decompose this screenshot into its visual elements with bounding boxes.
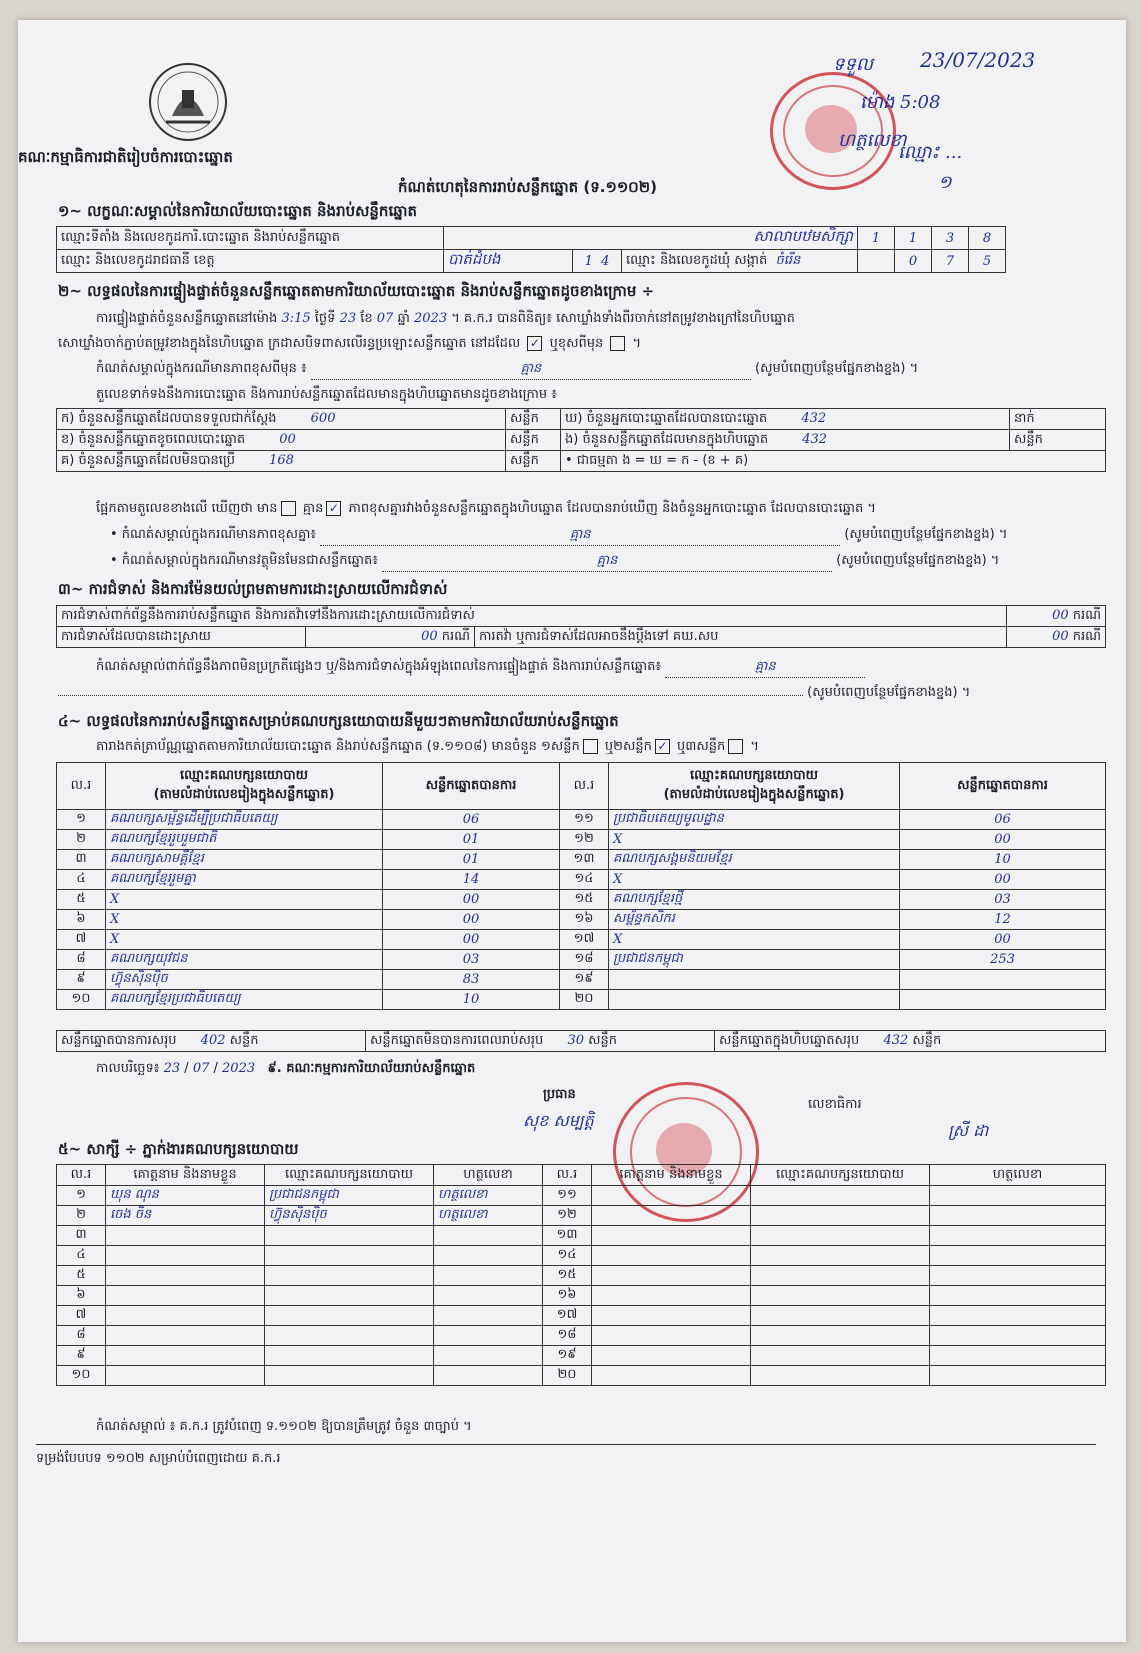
witness-signature: [930, 1186, 1106, 1206]
row-number: ៤: [57, 1246, 106, 1266]
table-row: [57, 830, 1106, 850]
row-number: ១៤: [560, 870, 609, 890]
table-row: [57, 1246, 1106, 1266]
in-box-count: 432: [802, 431, 828, 447]
witness-name: [106, 1226, 265, 1246]
party-votes: 03: [383, 950, 560, 970]
witness-signature: [930, 1346, 1106, 1366]
party-votes: [900, 990, 1106, 1010]
row-number: ៤: [57, 870, 106, 890]
witness-party: [751, 1286, 930, 1306]
table-row: [57, 1186, 1106, 1206]
has-difference-checkbox[interactable]: [281, 501, 296, 516]
province-label: ឈ្មោះ និងលេខកូដរាជធានី ខេត្ត: [57, 250, 444, 273]
party-name: សម្ព័ន្ធកសិករ: [609, 910, 900, 930]
row-number: ៨: [57, 950, 106, 970]
witness-name: [592, 1306, 751, 1326]
witness-party: [265, 1346, 434, 1366]
witness-signature: [434, 1306, 543, 1326]
party-votes: 12: [900, 910, 1106, 930]
secretary-label: លេខាធិការ: [808, 1097, 862, 1112]
table-row: ការជំទាស់ពាក់ព័ន្ធនឹងការរាប់សន្លឹកឆ្នោត និងការតវ៉ាទៅនឹងការដោះស្រាយលើការជំទាស់ 00 ករណី: [57, 606, 1106, 627]
party-votes: 01: [383, 830, 560, 850]
witness-signature: [930, 1326, 1106, 1346]
row-number: ១៣: [560, 850, 609, 870]
witness-signature: [434, 1246, 543, 1266]
witness-name: [592, 1266, 751, 1286]
party-name: X: [609, 930, 900, 950]
table-row: [57, 950, 1106, 970]
witness-table: [56, 1164, 1106, 1386]
row-number: ៥: [57, 890, 106, 910]
difference-note: កំណត់សម្គាល់ក្នុងករណីមានភាពខុសពីមុន ៖ គ្មាន (សូមបំពេញបន្ថែមផ្នែកខាងខ្នង) ។: [96, 360, 918, 380]
party-name: ប្រជាជនកម្ពុជា: [609, 950, 900, 970]
witness-name: [592, 1366, 751, 1386]
party-name: [609, 990, 900, 1010]
witness-signature: [434, 1366, 543, 1386]
witness-party: [751, 1366, 930, 1386]
stamp-name: ឈ្មោះ ...: [898, 142, 963, 163]
footer-text: ទម្រង់បែបបទ ១១០២ សម្រាប់បំពេញដោយ គ.ក.រ: [36, 1451, 281, 1466]
row-number: ១២: [543, 1206, 592, 1226]
total-in-box: 432: [883, 1032, 909, 1048]
nec-emblem-icon: [146, 60, 230, 144]
commune-code-1: 0: [895, 250, 932, 273]
table-row: [57, 1266, 1106, 1286]
witness-signature: [434, 1286, 543, 1306]
table-row: [57, 1306, 1106, 1326]
three-sheet-checkbox[interactable]: [728, 739, 743, 754]
witness-party: [265, 1326, 434, 1346]
row-number: ១: [57, 1186, 106, 1206]
witness-party: ហ៊្វុនស៊ិនប៉ិច: [265, 1206, 434, 1226]
party-name: ប្រជាធិបតេយ្យមូលដ្ឋាន: [609, 810, 900, 830]
row-number: ៨: [57, 1326, 106, 1346]
party-name: X: [609, 830, 900, 850]
witness-signature: [930, 1246, 1106, 1266]
witness-signature: [434, 1326, 543, 1346]
province-name: បាត់ដំបង: [444, 250, 573, 273]
stamp-time: ម៉ោង 5:08: [860, 92, 941, 113]
verification-line2: សោឃ្លាំងចាក់ភ្ជាប់តម្រូវខាងក្នុងនៃហិបឆ្នោត ក្រដាសបិទពាសលើរន្ធប្រឡោះសន្លឹកឆ្នោត នៅដដែល ✓ ឬខុសពីមុន ។: [58, 336, 642, 351]
table-row: [57, 810, 1106, 830]
witness-name: [592, 1346, 751, 1366]
table-row: [57, 890, 1106, 910]
verify-month: 07: [376, 311, 394, 326]
copies-note: កំណត់សម្គាល់ ៖ គ.ក.រ ត្រូវបំពេញ ទ.១១០២ ឱ្យបានត្រឹមត្រូវ ចំនួន ៣ច្បាប់ ។: [96, 1419, 472, 1434]
table-row: [57, 930, 1106, 950]
chair-signature: សុខ សម្បត្តិ: [523, 1111, 594, 1130]
party-votes: 00: [900, 830, 1106, 850]
witness-party: ប្រជាជនកម្ពុជា: [265, 1186, 434, 1206]
party-votes: 00: [900, 870, 1106, 890]
witness-party: [265, 1306, 434, 1326]
party-name: គណបក្សខ្មែររួបរួមជាតិ: [106, 830, 383, 850]
table-row: [57, 1326, 1106, 1346]
table-row: [57, 870, 1106, 890]
commune-code-2: 7: [932, 250, 969, 273]
row-number: ១: [57, 810, 106, 830]
row-number: ១១: [560, 810, 609, 830]
table-row: [57, 990, 1106, 1010]
difference-bullet-value: គ្មាន: [320, 526, 840, 546]
section1-table: [56, 226, 1006, 273]
witness-party: [265, 1366, 434, 1386]
section2-title: ២~ លទ្ធផលនៃការផ្ទៀងផ្ទាត់ចំនួនសន្លឹកឆ្នោតតាមការិយាល័យបោះឆ្នោត និងរាប់សន្លឹកឆ្នោតដូចខាងក្រោម ÷: [58, 282, 655, 300]
witness-name: [592, 1326, 751, 1346]
resolved-count: 00: [421, 628, 438, 644]
objection-hint: (សូមបំពេញបន្ថែមផ្នែកខាងខ្នង) ។: [58, 684, 970, 703]
verify-time: 3:15: [281, 311, 311, 326]
foreign-object-bullet: • កំណត់សម្គាល់ក្នុងករណីមានវត្ថុមិនមែនជាសន្លឹកឆ្នោត៖ គ្មាន (សូមបំពេញបន្ថែមផ្នែកខាងខ្នង) ។: [110, 552, 999, 572]
appeal-count: 00: [1052, 628, 1069, 644]
party-votes: 00: [383, 910, 560, 930]
witness-party: [265, 1226, 434, 1246]
row-number: ៩: [57, 1346, 106, 1366]
form-title: កំណត់ហេតុនៃការរាប់សន្លឹកឆ្នោត (ទ.១១០២): [398, 178, 658, 196]
row-number: ១៦: [560, 910, 609, 930]
party-name: គណបក្សខ្មែរថ្មី: [609, 890, 900, 910]
party-name: X: [609, 870, 900, 890]
station-code-3: 3: [932, 227, 969, 250]
station-label: ឈ្មោះទីតាំង និងលេខកូដការិ.បោះឆ្នោត និងរាប់សន្លឹកឆ្នោត: [57, 227, 444, 250]
row-number: ២០: [543, 1366, 592, 1386]
objection-note-value: គ្មាន: [665, 658, 865, 678]
received-count: 600: [310, 410, 336, 426]
station-name: សាលាបឋមសិក្សា: [444, 227, 858, 250]
party-name: គណបក្សសង្គមនិយមខ្មែរ: [609, 850, 900, 870]
results-header-row: ល.រ ឈ្មោះគណបក្សនយោបាយ (តាមលំដាប់លេខរៀងក្នុងសន្លឹកឆ្នោត) សន្លឹកឆ្នោតបានការ ល.រ ឈ្មោះគណបក្សនយោបាយ (តាមលំដាប់លេខរៀងក្នុងសន្លឹកឆ្នោត) សន្លឹកឆ្នោតបានការ: [57, 763, 1106, 810]
table-row: [57, 910, 1106, 930]
section1-title: ១~ លក្ខណៈសម្គាល់នៃការិយាល័យបោះឆ្នោត និងរាប់សន្លឹកឆ្នោត: [58, 202, 418, 220]
table-row: ខ) ចំនួនសន្លឹកឆ្នោតខូចពេលបោះឆ្នោត 00 សន្លឹក ង) ចំនួនសន្លឹកឆ្នោតដែលមានក្នុងហិបឆ្នោត 432 សន្លឹក: [57, 430, 1106, 451]
witness-party: [265, 1246, 434, 1266]
witness-party: [751, 1246, 930, 1266]
signing-date: កាលបរិច្ឆេទ៖ 23 / 07 / 2023 ៩. គណៈកម្មការការិយាល័យរាប់សន្លឹកឆ្នោត: [96, 1061, 476, 1076]
different-checkbox[interactable]: [610, 336, 625, 351]
party-votes: 14: [383, 870, 560, 890]
row-number: ១៥: [560, 890, 609, 910]
witness-party: [751, 1306, 930, 1326]
total-valid: 402: [200, 1032, 226, 1048]
row-number: ១៨: [560, 950, 609, 970]
witness-name: [106, 1326, 265, 1346]
section3-title: ៣~ ការជំទាស់ និងការម៉ែនយល់ព្រមតាមការដោះស្រាយលើការជំទាស់: [58, 580, 448, 598]
row-number: ៣: [57, 850, 106, 870]
party-name: X: [106, 930, 383, 950]
table-row: ការជំទាស់ដែលបានដោះស្រាយ 00 ករណី ការតវ៉ា ឬការជំទាស់ដែលអាចនឹងប្តឹងទៅ គឃ.សប 00 ករណី: [57, 627, 1106, 648]
stamp-signature: ហត្ថលេខា: [838, 130, 907, 151]
two-sheet-checkbox[interactable]: ✓: [655, 739, 670, 754]
table-row: [57, 1226, 1106, 1246]
party-votes: [900, 970, 1106, 990]
table-row: [57, 1366, 1106, 1386]
row-number: ១៣: [543, 1226, 592, 1246]
row-number: ១៩: [560, 970, 609, 990]
table-row: [57, 227, 1006, 250]
difference-note-value: គ្មាន: [311, 360, 751, 380]
party-votes: 253: [900, 950, 1106, 970]
difference-bullet: • កំណត់សម្គាល់ក្នុងករណីមានភាពខុសគ្នា៖ គ្មាន (សូមបំពេញបន្ថែមផ្នែកខាងខ្នង) ។: [110, 526, 1007, 546]
row-number: ១៥: [543, 1266, 592, 1286]
witness-signature: [930, 1286, 1106, 1306]
objection-note: កំណត់សម្គាល់ពាក់ព័ន្ធនឹងភាពមិនប្រក្រតីផ្សេងៗ ឬ/និងការជំទាស់ក្នុងអំឡុងពេលនៃការផ្ទៀងផ្ទាត់ និងការរាប់សន្លឹកឆ្នោត៖ គ្មាន: [96, 658, 865, 678]
witness-name: [106, 1346, 265, 1366]
row-number: ៣: [57, 1226, 106, 1246]
table-row: សន្លឹកឆ្នោតបានការសរុប 402 សន្លឹក សន្លឹកឆ្នោតមិនបានការពេលរាប់សរុប 30 សន្លឹក សន្លឹកឆ្នោតក្នុងហិបឆ្នោតសរុប 432 សន្លឹក: [57, 1031, 1106, 1052]
party-name: គណបក្សយុវជន: [106, 950, 383, 970]
party-votes: 01: [383, 850, 560, 870]
row-number: ១៨: [543, 1326, 592, 1346]
witness-signature: [434, 1346, 543, 1366]
party-name: X: [106, 890, 383, 910]
commune-code-3: 5: [969, 250, 1006, 273]
party-votes: 06: [383, 810, 560, 830]
table-row: [57, 250, 1006, 273]
party-name: គណបក្សសម្ព័ន្ធដើម្បីប្រជាធិបតេយ្យ: [106, 810, 383, 830]
witness-name: [592, 1186, 751, 1206]
commune-cell: ឈ្មោះ និងលេខកូដឃុំ សង្កាត់ ចំរើន: [622, 250, 858, 273]
verification-line1: ការផ្ទៀងផ្ទាត់ចំនួនសន្លឹកឆ្នោតនៅម៉ោង 3:15 ថ្ងៃទី 23 ខែ 07 ឆ្នាំ 2023 ។ គ.ក.រ បានពិនិត្យ៖ សោឃ្លាំងទាំងពីរចាក់នៅតម្រូវខាងក្រៅនៃហិបឆ្នោត: [96, 311, 795, 326]
witness-party: [751, 1266, 930, 1286]
station-code-2: 1: [895, 227, 932, 250]
witness-name: [106, 1286, 265, 1306]
committee-name: គណៈកម្មាធិការជាតិរៀបចំការបោះឆ្នោត: [18, 148, 233, 166]
same-checkbox[interactable]: ✓: [527, 336, 542, 351]
party-votes: 00: [383, 890, 560, 910]
election-form-sheet: [18, 20, 1126, 1642]
counts-table: [56, 408, 1106, 472]
party-votes: 10: [383, 990, 560, 1010]
stamp-received: ទទួល: [833, 54, 873, 75]
row-number: ១០: [57, 1366, 106, 1386]
witness-name: [106, 1366, 265, 1386]
row-number: ១១: [543, 1186, 592, 1206]
station-code-1: 1: [858, 227, 895, 250]
voters-count: 432: [801, 410, 827, 426]
party-results-table: [56, 762, 1106, 1010]
party-name: [609, 970, 900, 990]
row-number: ១៦: [543, 1286, 592, 1306]
verify-day: 23: [339, 311, 357, 326]
province-code: 1 4: [573, 250, 622, 273]
witness-party: [751, 1186, 930, 1206]
secretary-signature: ស្រី ដា: [948, 1121, 989, 1140]
witness-party: [751, 1206, 930, 1226]
row-number: ២: [57, 1206, 106, 1226]
witness-name: [106, 1246, 265, 1266]
row-number: ៦: [57, 910, 106, 930]
row-number: ១៤: [543, 1246, 592, 1266]
row-number: ២: [57, 830, 106, 850]
counts-intro: តួលេខទាក់ទងនឹងការបោះឆ្នោត និងការរាប់សន្លឹកឆ្នោតដែលមានក្នុងហិបឆ្នោតមានដូចខាងក្រោម ៖: [96, 387, 557, 402]
table-row: គ) ចំនួនសន្លឹកឆ្នោតដែលមិនបានប្រើ 168 សន្លឹក • ជាធម្មតា ង = ឃ = ក - (ខ + គ): [57, 451, 1106, 472]
party-votes: 00: [900, 930, 1106, 950]
party-name: គណបក្សខ្មែរប្រជាធិបតេយ្យ: [106, 990, 383, 1010]
spoiled-count: 00: [279, 431, 296, 447]
no-difference-checkbox[interactable]: ✓: [326, 501, 341, 516]
row-number: ១៧: [543, 1306, 592, 1326]
row-number: ៧: [57, 1306, 106, 1326]
witness-signature: [930, 1366, 1106, 1386]
table-row: ក) ចំនួនសន្លឹកឆ្នោតដែលបានទទួលជាក់ស្តែង 600 សន្លឹក ឃ) ចំនួនអ្នកបោះឆ្នោតដែលបានបោះឆ្នោត 432 នាក់: [57, 409, 1106, 430]
witness-name: [106, 1266, 265, 1286]
witness-party: [751, 1226, 930, 1246]
total-invalid: 30: [567, 1032, 584, 1048]
witness-signature: [930, 1206, 1106, 1226]
witness-name: [592, 1226, 751, 1246]
party-name: គណបក្សសាមគ្គីខ្មែរ: [106, 850, 383, 870]
foreign-object-value: គ្មាន: [382, 552, 832, 572]
row-number: ៦: [57, 1286, 106, 1306]
one-sheet-checkbox[interactable]: [583, 739, 598, 754]
party-votes: 03: [900, 890, 1106, 910]
witness-party: [751, 1346, 930, 1366]
station-code-4: 8: [969, 227, 1006, 250]
witness-name: ចេង ចិន: [106, 1206, 265, 1226]
stamp-copy-number: ១: [938, 172, 952, 193]
row-number: ២០: [560, 990, 609, 1010]
witness-signature: ហត្ថលេខា: [434, 1186, 543, 1206]
witness-signature: [930, 1306, 1106, 1326]
row-number: ១៩: [543, 1346, 592, 1366]
witness-party: [265, 1266, 434, 1286]
row-number: ១០: [57, 990, 106, 1010]
section4-title: ៤~ លទ្ធផលនៃការរាប់សន្លឹកឆ្នោតសម្រាប់គណបក្សនយោបាយនីមួយៗតាមការិយាល័យរាប់សន្លឹកឆ្នោត: [58, 712, 619, 730]
footer-rule: [36, 1444, 1096, 1445]
commune-name: ចំរើន: [775, 252, 801, 268]
row-number: ៧: [57, 930, 106, 950]
party-votes: 83: [383, 970, 560, 990]
party-votes: 10: [900, 850, 1106, 870]
table-row: [57, 850, 1106, 870]
chair-label: ប្រធាន: [543, 1087, 576, 1102]
row-number: ១៧: [560, 930, 609, 950]
witness-name: ឃុន ណុន: [106, 1186, 265, 1206]
party-name: គណបក្សខ្មែររួមគ្នា: [106, 870, 383, 890]
witness-signature: [434, 1226, 543, 1246]
table-row: [57, 1346, 1106, 1366]
party-name: X: [106, 910, 383, 930]
objections-table: [56, 605, 1106, 648]
unused-count: 168: [269, 452, 294, 468]
witness-name: [106, 1306, 265, 1326]
party-name: ហ៊្វុនស៊ិនប៉ិច: [106, 970, 383, 990]
party-votes: 00: [383, 930, 560, 950]
witness-party: [751, 1326, 930, 1346]
party-votes: 06: [900, 810, 1106, 830]
section5-title: ៥~ សាក្សី ÷ ភ្នាក់ងារគណបក្សនយោបាយ: [58, 1140, 299, 1158]
formula: • ជាធម្មតា ង = ឃ = ក - (ខ + គ): [561, 451, 1106, 472]
witness-header-row: ល.រ គោត្តនាម និងនាមខ្លួន ឈ្មោះគណបក្សនយោបាយ ហត្ថលេខា ល.រ គោត្តនាម និងនាមខ្លួន ឈ្មោះគណបក្សនយោបាយ ហត្ថលេខា: [57, 1165, 1106, 1186]
difference-line: ផ្អែកតាមតួលេខខាងលើ ឃើញថា មាន គ្មាន ✓ ភាពខុសគ្នារវាងចំនួនសន្លឹកឆ្នោតក្នុងហិបឆ្នោត ដែលបានរាប់ឃើញ និងចំនួនអ្នកបោះឆ្នោត ដែលបានបោះឆ្នោត ។: [96, 501, 876, 516]
witness-signature: ហត្ថលេខា: [434, 1206, 543, 1226]
row-number: ១២: [560, 830, 609, 850]
table-row: [57, 1206, 1106, 1226]
row-number: ៩: [57, 970, 106, 990]
ballot-sheet-count: តារាងកត់ត្រាប័ណ្ណឆ្នោតតាមការិយាល័យបោះឆ្នោត និងរាប់សន្លឹកឆ្នោត (ទ.១១០៨) មានចំនួន ១សន្លឹក ឬ២សន្លឹក ✓ ឬ៣សន្លឹក ។: [96, 739, 759, 754]
witness-party: [265, 1286, 434, 1306]
witness-signature: [930, 1266, 1106, 1286]
stamp-date: 23/07/2023: [920, 48, 1036, 72]
witness-signature: [434, 1266, 543, 1286]
totals-table: [56, 1030, 1106, 1052]
table-row: [57, 1286, 1106, 1306]
witness-name: [592, 1206, 751, 1226]
verify-year: 2023: [414, 311, 448, 326]
witness-name: [592, 1286, 751, 1306]
table-row: [57, 970, 1106, 990]
objection-count: 00: [1052, 607, 1069, 623]
witness-signature: [930, 1226, 1106, 1246]
row-number: ៥: [57, 1266, 106, 1286]
witness-name: [592, 1246, 751, 1266]
